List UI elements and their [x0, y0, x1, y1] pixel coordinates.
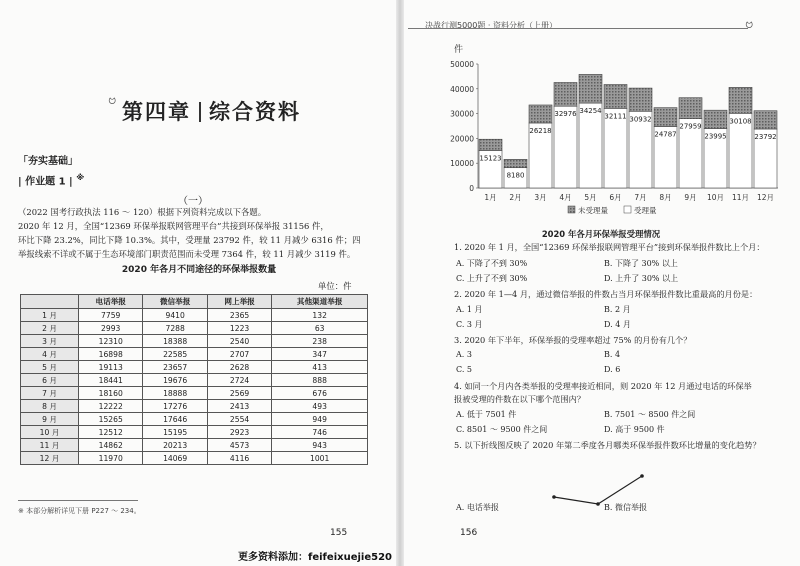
table-cell: 493 — [272, 400, 368, 413]
chapter-number: 第四章 — [122, 100, 191, 124]
q2-option-a[interactable]: A. 1 月 — [456, 305, 483, 314]
x-tick-label: 12月 — [756, 193, 775, 202]
table-cell: 2993 — [79, 322, 143, 335]
table-header-cell: 电话举报 — [79, 295, 143, 309]
q5-point — [596, 502, 600, 506]
q1-option-b[interactable]: B. 下降了 30% 以上 — [604, 259, 678, 268]
q5-polyline — [554, 476, 642, 504]
table-cell: 20213 — [143, 439, 207, 452]
rejected-bar — [504, 159, 527, 167]
q2-option-c[interactable]: C. 3 月 — [456, 320, 483, 329]
y-tick-label: 40000 — [450, 84, 474, 94]
table-unit: 单位：件 — [318, 281, 352, 291]
table-header-cell — [21, 295, 79, 309]
table-cell: 18160 — [79, 387, 143, 400]
table-row — [21, 361, 368, 374]
running-header: 决战行测5000题 · 资料分析（上册） — [425, 21, 557, 30]
table-row — [21, 400, 368, 413]
paragraph-line-1: 2020 年 12 月，全国“12369 环保举报联网管理平台”共接到环保举报 31156 件， — [18, 221, 329, 231]
accepted-value-label: 26218 — [529, 126, 552, 135]
x-tick-label: 8月 — [659, 193, 672, 202]
table-header-row — [21, 295, 368, 309]
accepted-value-label: 23995 — [704, 132, 727, 141]
table-row — [21, 348, 368, 361]
table-cell: 132 — [272, 309, 368, 322]
table-cell: 2540 — [207, 335, 271, 348]
table-cell: 12310 — [79, 335, 143, 348]
legend-rejected-swatch — [568, 206, 575, 213]
table-cell: 347 — [272, 348, 368, 361]
x-tick-label: 11月 — [731, 193, 750, 202]
section-label: 「夯实基础」 — [18, 156, 78, 167]
rejected-bar — [629, 88, 652, 111]
table-cell: 18888 — [143, 387, 207, 400]
title-divider — [199, 102, 201, 122]
table-row — [21, 413, 368, 426]
table-cell: 14069 — [143, 452, 207, 465]
q4-option-c[interactable]: C. 8501 ～ 9500 件之间 — [456, 425, 548, 434]
q2-option-d[interactable]: D. 4 月 — [604, 320, 631, 329]
rejected-bar — [579, 74, 602, 103]
legend-accepted-label: 受理量 — [634, 206, 657, 215]
month-cell: 3 月 — [21, 335, 79, 348]
q1-option-a[interactable]: A. 下降了不到 30% — [456, 259, 528, 268]
chapter-title — [122, 96, 301, 126]
q2-option-b[interactable]: B. 2 月 — [604, 305, 631, 314]
question-4-line-1: 4. 如同一个月内各类举报的受理率接近相同，则 2020 年 12 月通过电话的环保举 — [454, 381, 752, 391]
q4-option-d[interactable]: D. 高于 9500 件 — [604, 425, 665, 434]
month-cell: 12 月 — [21, 452, 79, 465]
paragraph-line-3: 举报线索不详或不属于生态环境部门职责范围而未受理 7364 件，较 11 月减少 3119 件。 — [18, 249, 356, 259]
q5-option-b[interactable]: B. 微信举报 — [604, 503, 647, 512]
month-cell: 4 月 — [21, 348, 79, 361]
month-cell: 8 月 — [21, 400, 79, 413]
q1-option-d[interactable]: D. 上升了 30% 以上 — [604, 274, 679, 283]
q3-option-b[interactable]: B. 4 — [604, 350, 621, 359]
footnote-rule — [18, 500, 138, 501]
table-header-cell: 其他渠道举报 — [272, 295, 368, 309]
table-cell: 949 — [272, 413, 368, 426]
table-cell: 7759 — [79, 309, 143, 322]
exercise-label-text: | 作业题 1 | — [18, 176, 73, 188]
table-row — [21, 452, 368, 465]
table-row — [21, 426, 368, 439]
table-cell: 16898 — [79, 348, 143, 361]
rejected-bar — [654, 108, 677, 127]
table-row — [21, 309, 368, 322]
report-table — [20, 294, 368, 465]
table-cell: 19676 — [143, 374, 207, 387]
q5-point — [640, 474, 644, 478]
x-tick-label: 3月 — [534, 193, 547, 202]
paragraph-line-2: 环比下降 23.2%，同比下降 10.3%。其中，受理量 23792 件，较 11 月减少 6316 件；四 — [18, 235, 361, 245]
x-tick-label: 2月 — [509, 193, 522, 202]
accepted-value-label: 27959 — [679, 122, 702, 131]
table-cell: 1223 — [207, 322, 271, 335]
accepted-value-label: 15123 — [479, 154, 502, 163]
table-cell: 2569 — [207, 387, 271, 400]
table-cell: 11970 — [79, 452, 143, 465]
accepted-value-label: 30932 — [629, 115, 652, 124]
table-cell: 943 — [272, 439, 368, 452]
exercise-mark: ※ — [76, 172, 85, 182]
table-cell: 17646 — [143, 413, 207, 426]
q3-option-d[interactable]: D. 6 — [604, 365, 621, 374]
month-cell: 1 月 — [21, 309, 79, 322]
accepted-value-label: 34254 — [579, 107, 602, 116]
q4-option-b[interactable]: B. 7501 ～ 8500 件之间 — [604, 410, 696, 419]
table-cell: 2365 — [207, 309, 271, 322]
table-cell: 7288 — [143, 322, 207, 335]
table-cell: 63 — [272, 322, 368, 335]
x-tick-label: 7月 — [634, 193, 647, 202]
table-row — [21, 374, 368, 387]
accepted-bar — [579, 103, 602, 188]
accepted-value-label: 32976 — [554, 110, 577, 119]
table-cell: 676 — [272, 387, 368, 400]
rejected-bar — [479, 139, 502, 150]
y-tick-label: 50000 — [450, 60, 474, 69]
table-header-cell: 网上举报 — [207, 295, 271, 309]
rejected-bar — [554, 83, 577, 107]
question-2: 2. 2020 年 1—4 月，通过微信举报的件数占当月环保举报件数比重最高的月份是： — [454, 289, 758, 299]
table-cell: 2923 — [207, 426, 271, 439]
table-row — [21, 387, 368, 400]
question-5: 5. 以下折线图反映了 2020 年第二季度各月哪类环保举报件数环比增量的变化趋势？ — [454, 440, 761, 450]
table-cell: 2707 — [207, 348, 271, 361]
x-tick-label: 6月 — [609, 193, 622, 202]
rejected-bar — [679, 98, 702, 119]
x-tick-label: 10月 — [706, 193, 725, 202]
table-cell: 2554 — [207, 413, 271, 426]
table-cell: 12222 — [79, 400, 143, 413]
table-cell: 23657 — [143, 361, 207, 374]
table-cell: 413 — [272, 361, 368, 374]
month-cell: 9 月 — [21, 413, 79, 426]
y-tick-label: 20000 — [450, 134, 474, 144]
accepted-value-label: 23792 — [754, 132, 777, 141]
q3-option-c[interactable]: C. 5 — [456, 365, 473, 374]
chapter-subtitle: 综合资料 — [209, 100, 301, 124]
right-page-number: 156 — [460, 528, 478, 538]
accepted-bar — [554, 106, 577, 188]
sprout-icon: ဗ — [108, 92, 116, 108]
question-3: 3. 2020 年下半年，环保举报的受理率超过 75% 的月份有几个？ — [454, 335, 692, 345]
month-cell: 7 月 — [21, 387, 79, 400]
y-tick-label: 10000 — [450, 159, 474, 169]
rejected-bar — [754, 111, 777, 129]
table-cell: 17276 — [143, 400, 207, 413]
table-cell: 2628 — [207, 361, 271, 374]
table-header-cell: 微信举报 — [143, 295, 207, 309]
intro-line: （2022 国考行政执法 116 ～ 120）根据下列资料完成以下各题。 — [18, 207, 267, 217]
table-cell: 19113 — [79, 361, 143, 374]
table-row — [21, 439, 368, 452]
table-cell: 18441 — [79, 374, 143, 387]
table-cell: 14862 — [79, 439, 143, 452]
table-cell: 2413 — [207, 400, 271, 413]
table-cell: 4573 — [207, 439, 271, 452]
x-tick-label: 1月 — [484, 193, 497, 202]
accepted-reports-chart — [402, 40, 800, 226]
month-cell: 11 月 — [21, 439, 79, 452]
table-cell: 746 — [272, 426, 368, 439]
accepted-value-label: 30108 — [729, 117, 752, 126]
accepted-value-label: 8180 — [506, 171, 525, 180]
part-number: （一） — [178, 196, 208, 207]
table-cell: 18388 — [143, 335, 207, 348]
question-1: 1. 2020 年 1 月，全国“12369 环保举报联网管理平台”接到环保举报件数比上个月： — [454, 242, 765, 252]
table-row — [21, 322, 368, 335]
table-cell: 12512 — [79, 426, 143, 439]
accepted-value-label: 32111 — [604, 112, 627, 121]
month-cell: 2 月 — [21, 322, 79, 335]
question-4-line-2: 报被受理的件数在以下哪个范围内？ — [454, 394, 586, 404]
x-tick-label: 5月 — [584, 193, 597, 202]
x-tick-label: 9月 — [684, 193, 697, 202]
q5-option-a[interactable]: A. 电话举报 — [456, 503, 499, 512]
month-cell: 5 月 — [21, 361, 79, 374]
table-cell: 9410 — [143, 309, 207, 322]
table-cell: 15195 — [143, 426, 207, 439]
table-row — [21, 335, 368, 348]
table-cell: 4116 — [207, 452, 271, 465]
rejected-bar — [729, 87, 752, 113]
table-cell: 15265 — [79, 413, 143, 426]
y-tick-label: 0 — [469, 184, 474, 193]
exercise-label — [18, 172, 84, 187]
header-sprout-icon: ဗ — [745, 16, 753, 32]
q3-option-a[interactable]: A. 3 — [456, 350, 472, 359]
table-cell: 22585 — [143, 348, 207, 361]
legend-accepted-swatch — [624, 206, 631, 213]
footnote: ※ 本部分解析详见下册 P227 ～ 234。 — [18, 507, 141, 515]
q5-point — [552, 495, 556, 499]
table-title: 2020 年各月不同途径的环保举报数量 — [121, 265, 277, 275]
legend-rejected-label: 未受理量 — [578, 206, 608, 215]
x-tick-label: 4月 — [559, 193, 572, 202]
month-cell: 6 月 — [21, 374, 79, 387]
rejected-bar — [529, 105, 552, 123]
accepted-value-label: 24787 — [654, 130, 677, 139]
q4-option-a[interactable]: A. 低于 7501 件 — [456, 410, 517, 419]
chart-caption: 2020 年各月环保举报受理情况 — [541, 229, 661, 239]
table-cell: 238 — [272, 335, 368, 348]
rejected-bar — [604, 85, 627, 109]
header-rule — [408, 28, 748, 29]
y-tick-label: 30000 — [450, 109, 474, 119]
left-page-number: 155 — [330, 528, 348, 538]
table-cell: 2724 — [207, 374, 271, 387]
table-cell: 1001 — [272, 452, 368, 465]
q1-option-c[interactable]: C. 上升了不到 30% — [456, 274, 528, 283]
table-cell: 888 — [272, 374, 368, 387]
month-cell: 10 月 — [21, 426, 79, 439]
promo-text: 更多资料添加：feifeixuejie520 — [238, 552, 392, 563]
rejected-bar — [704, 110, 727, 128]
y-axis-label: 件 — [454, 45, 464, 55]
